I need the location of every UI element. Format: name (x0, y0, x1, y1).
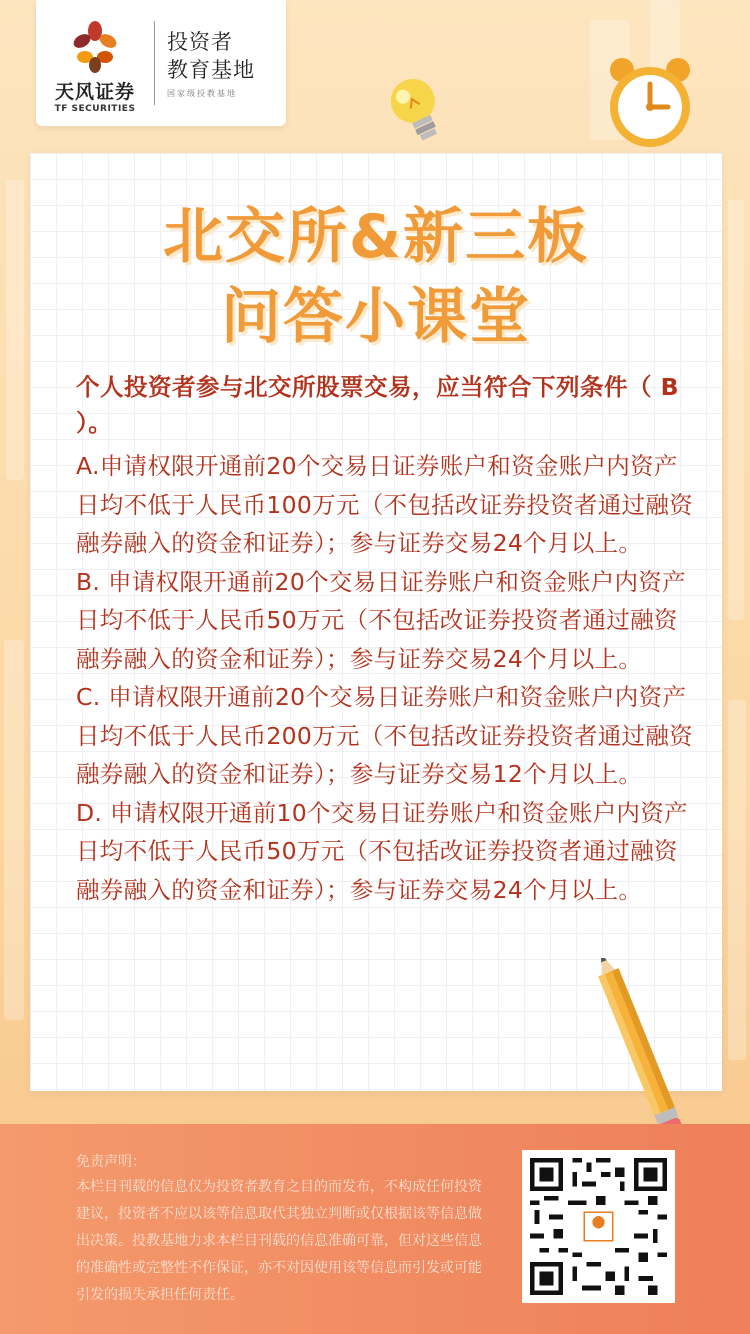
option-c: C. 申请权限开通前20个交易日证券账户和资金账户内资产日均不低于人民币200万元（不包括改证券投资者通过融资融券融入的资金和证券）；参与证券交易12个月以上。 (76, 683, 693, 788)
headline-line1: 北交所&新三板 (162, 202, 590, 272)
option-d: D. 申请权限开通前10个交易日证券账户和资金账户内资产日均不低于人民币50万元（不包括改证券投资者通过融资融券融入的资金和证券）；参与证券交易24个月以上。 (76, 798, 688, 904)
footer (0, 1124, 750, 1334)
base-title-line2: 教育基地 (167, 57, 255, 82)
disclaimer-body: 本栏目刊载的信息仅为投资者教育之目的而发布，不构成任何投资建议，投资者不应以该等信息取代其独立判断或仅根据该等信息做出决策。投教基地力求本栏目刊载的信息准确可靠，但对这些信息的准确性或完整性不作保证，亦不对因使用该等信息而引发或可能引发的损失承担任何责任。 (76, 1179, 482, 1303)
brand-name-cn: 天风证券 (54, 80, 135, 103)
disclaimer-title: 免责声明： (76, 1154, 146, 1170)
qr-code-icon (530, 1158, 667, 1295)
brand-name-en: TF SECURITIES (54, 103, 136, 114)
light-bulb-icon (382, 70, 452, 150)
option-b: B. 申请权限开通前20个交易日证券账户和资金账户内资产日均不低于人民币50万元（不包括改证券投资者通过融资融券融入的资金和证券）；参与证券交易24个月以上。 (76, 567, 686, 673)
brand-logo (36, 13, 154, 114)
pencil-icon (596, 958, 686, 1148)
option-a: A.申请权限开通前20个交易日证券账户和资金账户内资产日均不低于人民币100万元（不包括改证券投资者通过融资融券融入的资金和证券）；参与证券交易24个月以上。 (76, 452, 693, 557)
flower-logo-icon (67, 19, 123, 75)
base-subtitle: 国家级投教基地 (167, 88, 237, 98)
headline-line2: 问答小课堂 (221, 282, 531, 352)
options-list (76, 447, 696, 909)
base-title-line1: 投资者 (167, 29, 233, 54)
qr-code[interactable] (522, 1150, 675, 1303)
content-card (30, 153, 722, 1091)
brand-logo-card (36, 0, 286, 126)
alarm-clock-icon (600, 52, 700, 152)
question-text: 个人投资者参与北交所股票交易，应当符合下列条件（ B ）。 (76, 373, 680, 437)
